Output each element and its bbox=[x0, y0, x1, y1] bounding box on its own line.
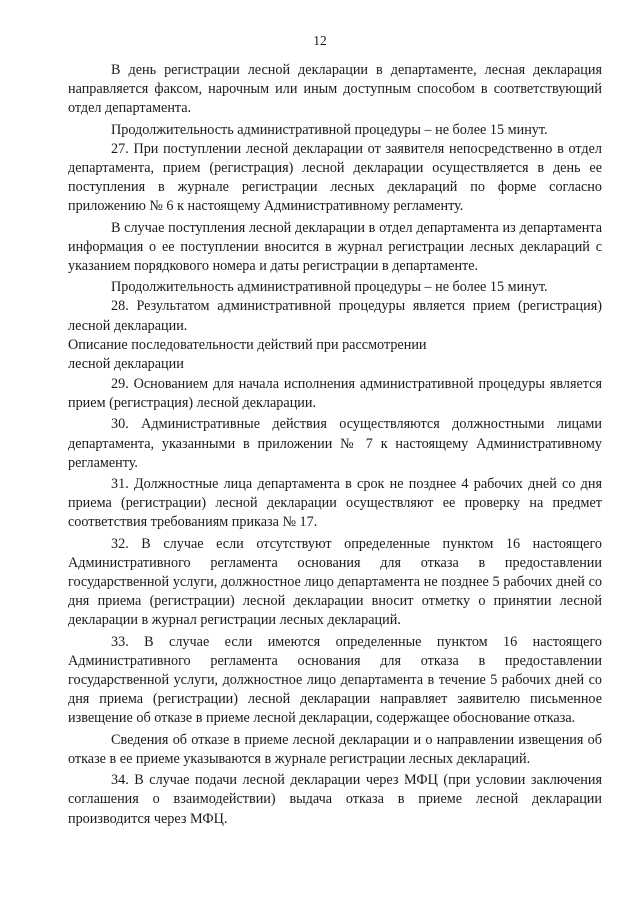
section-heading-line: лесной декларации bbox=[68, 356, 184, 373]
paragraph: 34. В случае подачи лесной декларации через МФЦ (при условии заключения соглашения о взаимодействии) выдача отказа в приеме лесной декларации производится через МФЦ. bbox=[68, 772, 602, 827]
section-heading-line: Описание последовательности действий при рассмотрении bbox=[68, 336, 427, 353]
paragraph: 30. Административные действия осуществляются должностными лицами департамента, указанными в приложении № 7 к настоящему Административному регламенту. bbox=[68, 416, 602, 471]
paragraph: 28. Результатом административной процедуры является прием (регистрация) лесной декларации. bbox=[68, 298, 602, 334]
paragraph: В день регистрации лесной декларации в департаменте, лесная декларация направляется факсом, нарочным или иным доступным способом в соответствующий отдел департамента. bbox=[68, 62, 602, 117]
page-number: 12 bbox=[313, 33, 327, 48]
paragraph: 33. В случае если имеются определенные пунктом 16 настоящего Административного регламента основания для отказа в предоставлении государственной услуги, должностное лицо департамента в течение 5 рабочих дней со дня приема (регистрации) лесной декларации направляет заявителю письменное извещение об отказе в приеме лесной декларации, содержащее обоснование отказа. bbox=[68, 633, 602, 727]
paragraph: Сведения об отказе в приеме лесной декларации и о направлении извещения об отказе в ее приеме указываются в журнале регистрации лесных деклараций. bbox=[68, 731, 602, 767]
paragraph: В случае поступления лесной декларации в отдел департамента из департамента информация о ее поступлении вносится в журнал регистрации лесных деклараций с указанием порядкового номера и даты регистрации в департаменте. bbox=[68, 219, 602, 275]
paragraph: 31. Должностные лица департамента в срок не позднее 4 рабочих дней со дня приема (регистрации) лесной декларации осуществляют ее проверку на предмет соответствия требованиям приказа № 17. bbox=[68, 476, 602, 531]
paragraph: 32. В случае если отсутствуют определенные пунктом 16 настоящего Административного регламента основания для отказа в предоставлении государственной услуги, должностное лицо департамента не позднее 5 рабочих дней со дня приема (регистрации) лесной декларации вносит отметку о принятии лесной декларации в журнал регистрации лесных деклараций. bbox=[68, 535, 602, 629]
paragraph: 27. При поступлении лесной декларации от заявителя непосредственно в отдел департамента, прием (регистрация) лесной декларации осуществляется в день ее поступления в журнале регистрации лесных деклараций по форме согласно приложению № 6 к настоящему Административному регламенту. bbox=[68, 140, 602, 215]
paragraph: Продолжительность административной процедуры – не более 15 минут. bbox=[111, 121, 548, 138]
section-heading bbox=[68, 336, 602, 375]
paragraph: 29. Основанием для начала исполнения административной процедуры является прием (регистрация) лесной декларации. bbox=[68, 376, 602, 412]
paragraph: Продолжительность административной процедуры – не более 15 минут. bbox=[111, 279, 548, 296]
document-body bbox=[68, 61, 602, 829]
